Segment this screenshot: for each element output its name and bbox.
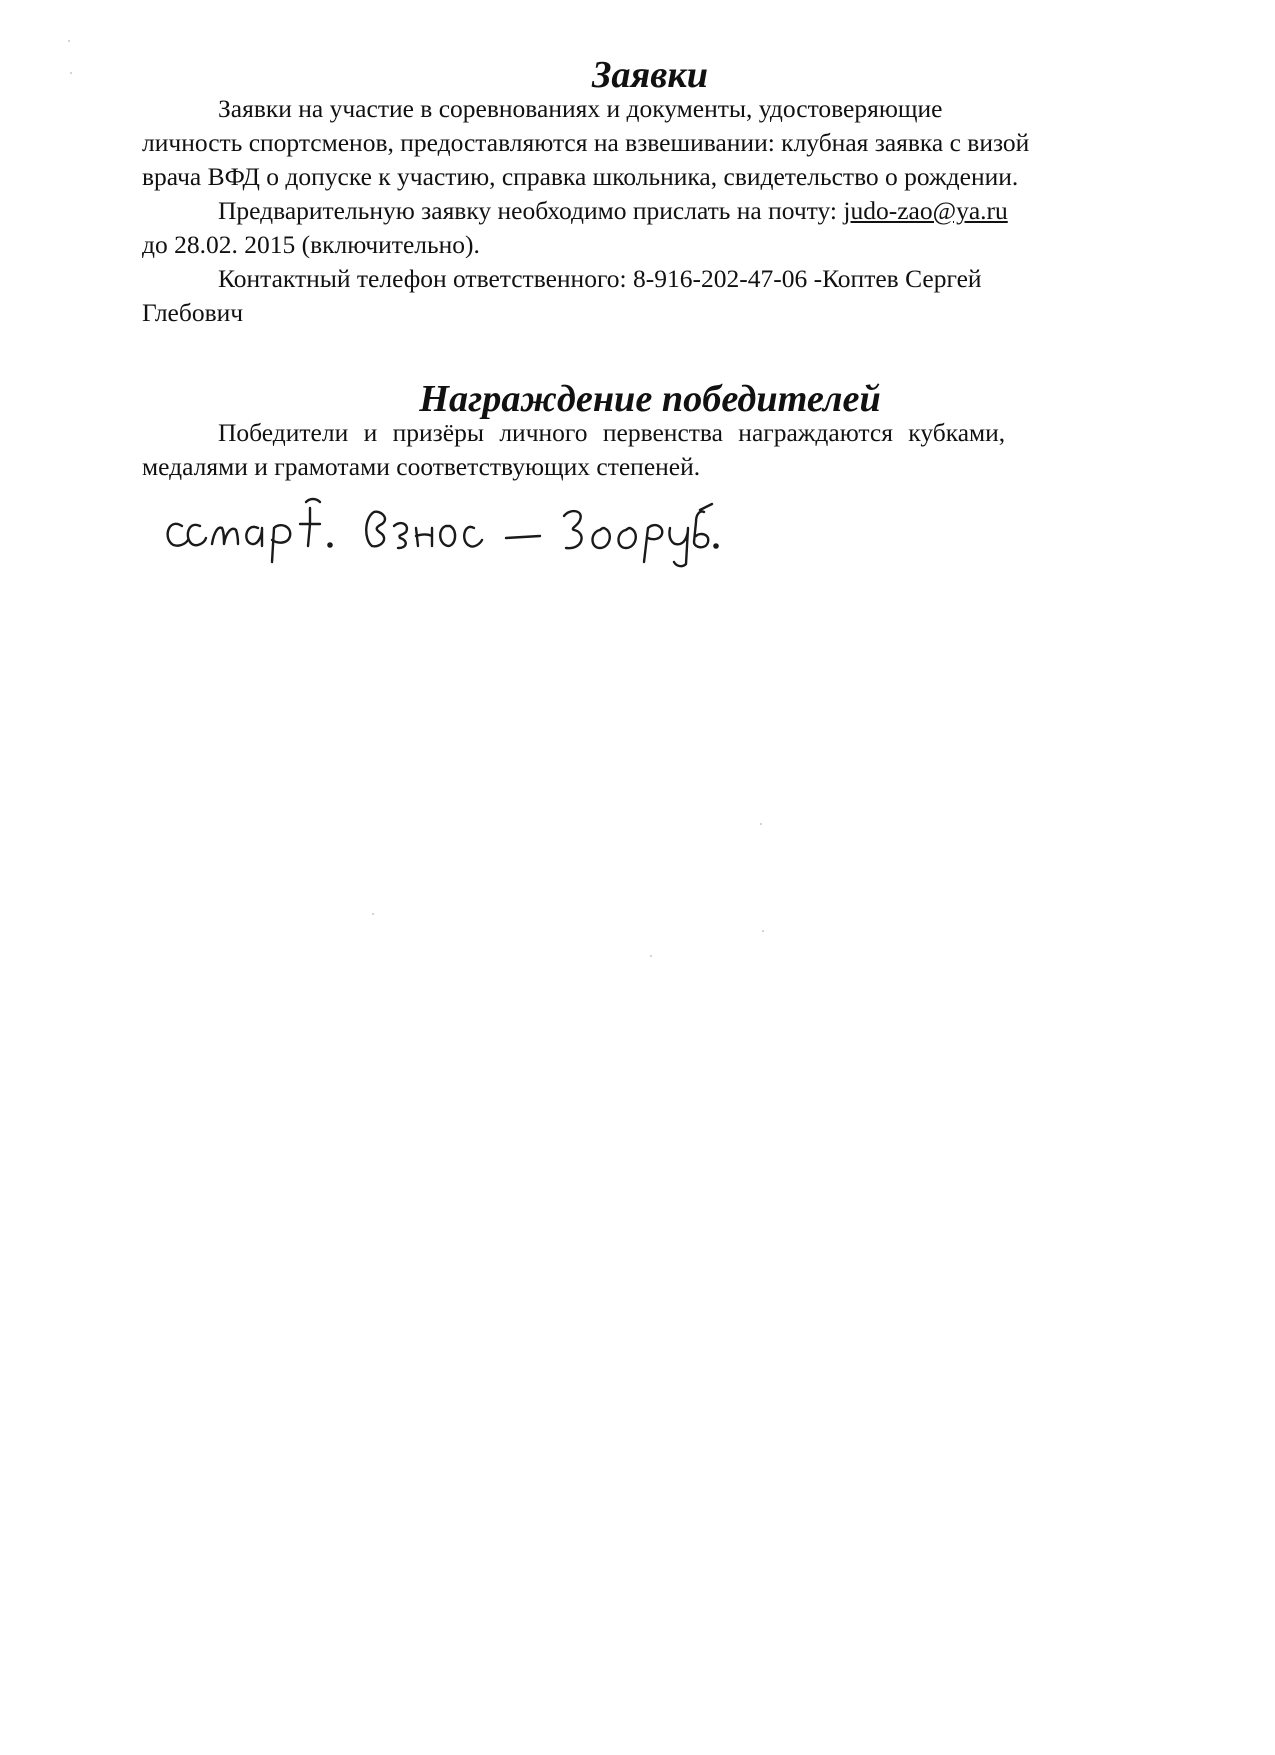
applications-paragraph-3-cont <box>142 296 1158 330</box>
scan-speck <box>372 913 374 915</box>
awards-paragraph-cont <box>142 450 1158 484</box>
awards-line-2: медалями и грамотами соответствующих степеней. <box>142 452 701 481</box>
applications-p3-line-1: Контактный телефон ответственного: 8-916-202-47-06 -Коптев Сергей <box>218 264 982 293</box>
applications-paragraph-2 <box>142 194 1158 228</box>
applications-heading: Заявки <box>591 54 709 96</box>
applications-p1-line-2: личность спортсменов, предоставляются на взвешивании: клубная заявка с визой <box>142 128 1030 157</box>
awards-heading: Награждение победителей <box>419 378 881 420</box>
applications-p3-line-2: Глебович <box>142 298 244 327</box>
scan-speck <box>68 40 70 42</box>
document-body <box>142 54 1158 484</box>
applications-paragraph-3 <box>142 262 1158 296</box>
section-gap <box>142 330 1158 382</box>
applications-p1-line-3: врача ВФД о допуске к участию, справка школьника, свидетельство о рождении. <box>142 162 1019 191</box>
scan-speck <box>70 72 72 74</box>
applications-p2-line-2: до 28.02. 2015 (включительно). <box>142 230 480 259</box>
scan-speck <box>762 930 764 932</box>
applications-p2-text: Предварительную заявку необходимо прислать на почту: <box>218 196 844 225</box>
applications-p1-line-1: Заявки на участие в соревнованиях и документы, удостоверяющие <box>218 94 943 123</box>
applications-paragraph-1-cont <box>142 126 1158 194</box>
scan-speck <box>760 823 762 825</box>
contact-email-link[interactable]: judo-zao@ya.ru <box>843 196 1008 225</box>
awards-paragraph <box>142 416 1158 450</box>
scan-speck <box>650 955 652 957</box>
applications-paragraph-1 <box>142 92 1158 126</box>
awards-line-1: Победители и призёры личного первенства награждаются кубками, <box>218 418 1006 447</box>
applications-paragraph-2-cont <box>142 228 1158 262</box>
handwritten-note <box>160 488 720 568</box>
